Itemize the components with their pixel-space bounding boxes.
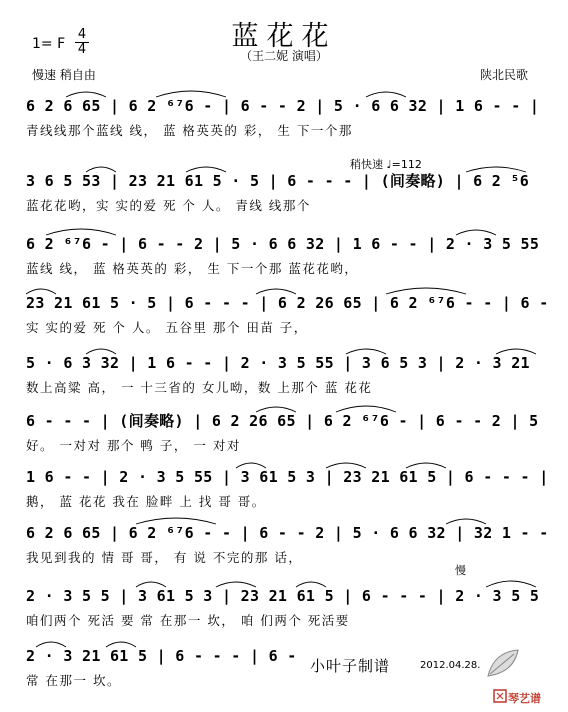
key-signature: 1= F xyxy=(32,36,66,52)
notation-line: 6 2 6 65 | 6 2 ⁶⁷6 - | 6 - - 2 | 5 · 6 6 32 | 1 6 - - | xyxy=(26,97,540,115)
notation-line: 6 2 ⁶⁷6 - | 6 - - 2 | 5 · 6 6 32 | 1 6 - - | 2 · 3 5 55 xyxy=(26,235,540,253)
transcriber-credit: 小叶子制谱 xyxy=(310,657,391,675)
lyric-line: 咱们两个 死活 要 常 在那一 坎， 咱 们两个 死活要 xyxy=(26,613,350,628)
notation-line: 2 · 3 5 5 | 3 61 5 3 | 23 21 61 5 | 6 - - - | 2 · 3 5 5 xyxy=(26,587,540,605)
song-title: 蓝花花 xyxy=(231,21,337,52)
lyric-line: 蓝花花哟，实 实的爱 死 个 人。 青线 线那个 xyxy=(26,198,311,213)
lyric-line: 常 在那一 坎。 xyxy=(26,673,121,688)
lyric-line: 鹅， 蓝 花花 我在 脸畔 上 找 哥 哥。 xyxy=(26,494,266,509)
lyric-line: 实 实的爱 死 个 人。 五谷里 那个 田苗 子， xyxy=(26,320,308,335)
transcription-date: 2012.04.28. xyxy=(420,660,481,671)
time-signature xyxy=(75,28,89,57)
notation-line: 23 21 61 5 · 5 | 6 - - - | 6 2 26 65 | 6 2 ⁶⁷6 - - | 6 - xyxy=(26,294,549,312)
meter-bottom: 4 xyxy=(77,42,87,57)
singer-credit: （王二妮 演唱） xyxy=(240,49,328,63)
notation-line: 5 · 6 3 32 | 1 6 - - | 2 · 3 5 55 | 3 6 5 3 | 2 · 3 21 xyxy=(26,354,530,372)
ritardando-marking: 慢 xyxy=(455,564,466,577)
tempo-marking: 慢速 稍自由 xyxy=(32,68,96,82)
lyric-line: 好。 一对对 那个 鸭 子， 一 对对 xyxy=(26,438,241,453)
notation-line: 3 6 5 53 | 23 21 61 5 · 5 | 6 - - - | (间奏略) | 6 2 ⁵6 xyxy=(26,172,530,190)
notation-line: 1 6 - - | 2 · 3 5 55 | 3 61 5 3 | 23 21 61 5 | 6 - - - | xyxy=(26,468,549,486)
notation-line: 2 · 3 21 61 5 | 6 - - - | 6 - xyxy=(26,647,297,665)
leaf-decoration-icon xyxy=(484,646,524,682)
song-origin: 陕北民歌 xyxy=(480,68,529,82)
watermark-text: 琴艺谱 xyxy=(508,692,541,705)
lyric-line: 我见到我的 情 哥 哥， 有 说 不完的那 话， xyxy=(26,550,303,565)
lyric-line: 蓝线 线， 蓝 格英英的 彩， 生 下一个那 蓝花花哟， xyxy=(26,261,359,276)
lyric-line: 数上高粱 高， 一 十三省的 女儿呦，数 上那个 蓝 花花 xyxy=(26,380,373,395)
watermark-logo-icon xyxy=(493,689,507,703)
notation-line: 6 - - - | (间奏略) | 6 2 26 65 | 6 2 ⁶⁷6 - | 6 - - 2 | 5 xyxy=(26,412,539,430)
lyric-line: 青线线那个蓝线 线， 蓝 格英英的 彩， 生 下一个那 xyxy=(26,123,353,138)
tempo-change-marking: 稍快速 ♩=112 xyxy=(350,158,422,171)
meter-top: 4 xyxy=(75,28,89,43)
notation-line: 6 2 6 65 | 6 2 ⁶⁷6 - - | 6 - - 2 | 5 · 6 6 32 | 32 1 - - xyxy=(26,524,549,542)
